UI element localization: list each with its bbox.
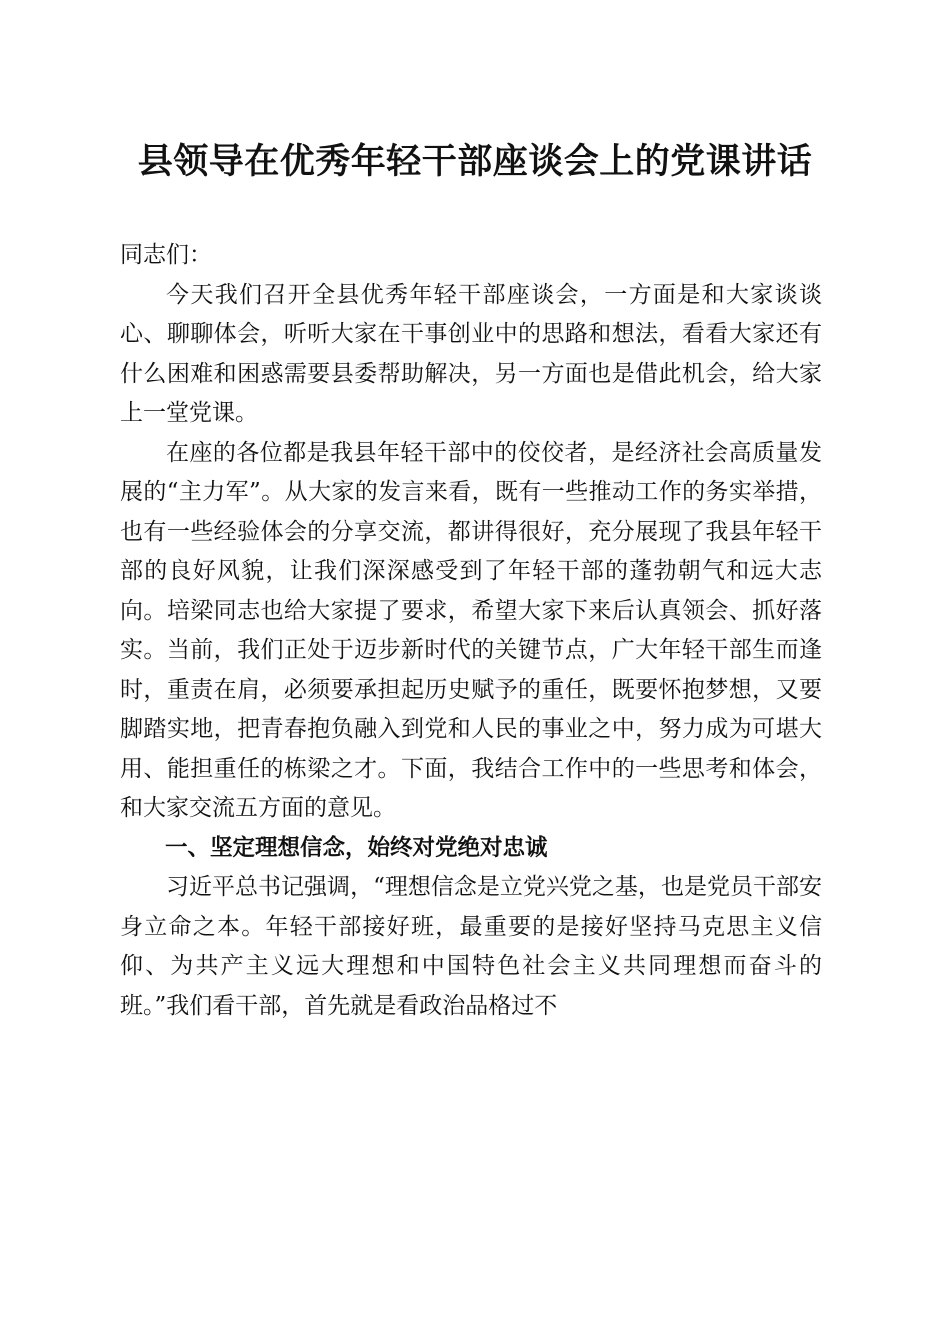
body-paragraph-1: 今天我们召开全县优秀年轻干部座谈会，一方面是和大家谈谈心、聊聊体会，听听大家在干事创业中的思路和想法，看看大家还有什么困难和困惑需要县委帮助解决，另一方面也是借此机会，给大家上一堂党课。 (120, 281, 822, 426)
body-paragraph-2: 在座的各位都是我县年轻干部中的佼佼者，是经济社会高质量发展的“主力军”。从大家的发言来看，既有一些推动工作的务实举措，也有一些经验体会的分享交流，都讲得很好，充分展现了我县年轻干部的良好风貌，让我们深深感受到了年轻干部的蓬勃朝气和远大志向。培梁同志也给大家提了要求，希望大家下来后认真领会、抓好落实。当前，我们正处于迈步新时代的关键节点，广大年轻干部生而逢时，重责在肩，必须要承担起历史赋予的重任，既要怀抱梦想，又要脚踏实地，把青春抱负融入到党和人民的事业之中，努力成为可堪大用、能担重任的栋梁之才。下面，我结合工作中的一些思考和体会，和大家交流五方面的意见。 (120, 439, 822, 821)
document-title: 县领导在优秀年轻干部座谈会上的党课讲话 (137, 141, 813, 182)
salutation: 同志们： (120, 242, 212, 268)
section-heading-1: 一、坚定理想信念，始终对党绝对忠诚 (165, 834, 548, 861)
section-paragraph-1: 习近平总书记强调，“理想信念是立党兴党之基，也是党员干部安身立命之本。年轻干部接好班，最重要的是接好坚持马克思主义信仰、为共产主义远大理想和中国特色社会主义共同理想而奋斗的班。”我们看干部，首先就是看政治品格过不 (120, 874, 822, 1019)
document-body (120, 236, 822, 1026)
